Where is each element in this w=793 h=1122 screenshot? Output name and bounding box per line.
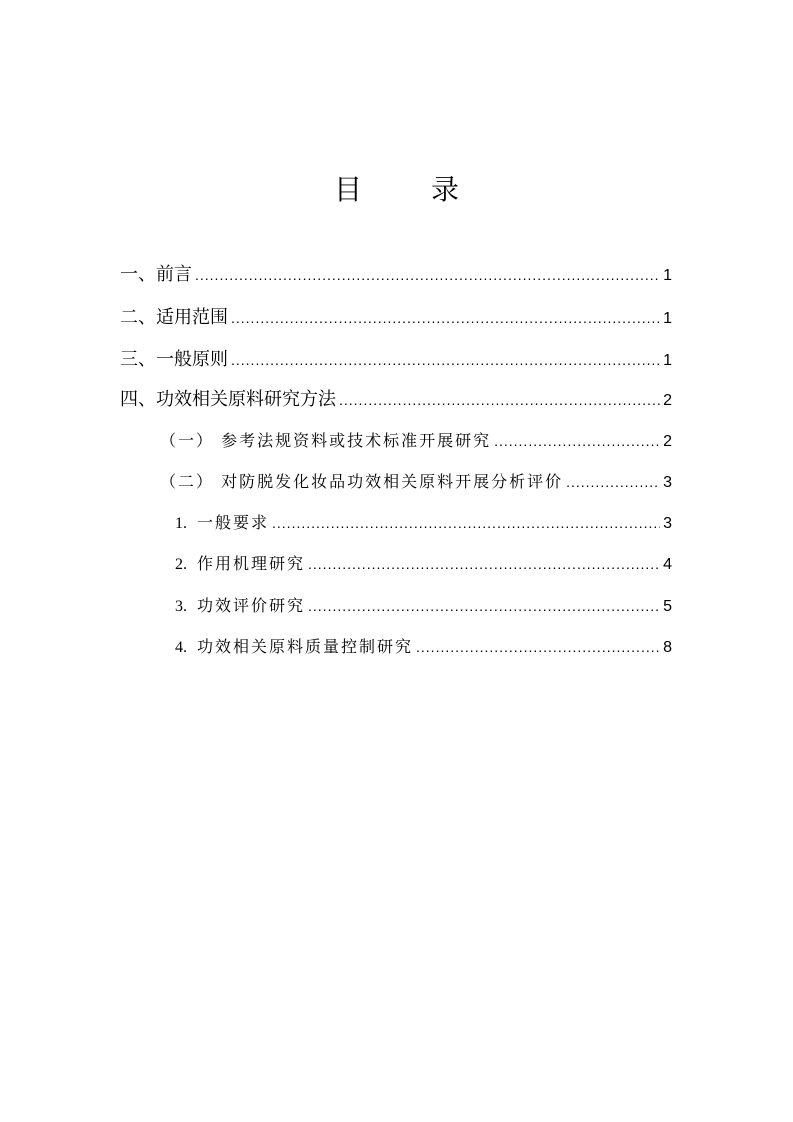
- dot-leader: [272, 510, 660, 536]
- dot-leader: [308, 551, 660, 577]
- dot-leader: [416, 634, 660, 660]
- toc-entry-label: [175, 593, 305, 620]
- toc-entry-label: （一） 参考法规资料或技术标准开展研究: [160, 431, 492, 450]
- toc-entry-preface[interactable]: [120, 262, 672, 288]
- toc-page-number: 1: [663, 352, 672, 369]
- toc-entry-quality-control[interactable]: [175, 634, 672, 660]
- toc-entry-scope[interactable]: [120, 305, 672, 331]
- dot-leader: [339, 387, 660, 413]
- dot-leader: [494, 428, 660, 454]
- toc-entry-text: 一般要求: [197, 513, 270, 532]
- toc-entry-analysis-evaluation[interactable]: [160, 469, 672, 495]
- toc-page-number: 8: [663, 639, 672, 656]
- toc-entry-methods[interactable]: [120, 387, 672, 413]
- toc-entry-efficacy-evaluation[interactable]: [175, 593, 672, 619]
- toc-page-number: 5: [663, 598, 672, 615]
- toc-entry-label: 一、前言: [120, 264, 192, 285]
- toc-page-number: 2: [663, 392, 672, 409]
- toc-entry-text: 功效评价研究: [197, 596, 306, 615]
- toc-entry-label: [175, 510, 269, 537]
- toc-entry-text: 作用机理研究: [197, 554, 306, 573]
- toc-entry-number: 3.: [175, 598, 187, 615]
- toc-entry-label: （二） 对防脱发化妆品功效相关原料开展分析评价: [160, 472, 564, 491]
- toc-entry-number: 1.: [175, 515, 187, 532]
- dot-leader: [231, 347, 660, 373]
- toc-entry-reference-standards[interactable]: [160, 428, 672, 454]
- dot-leader: [566, 469, 660, 495]
- toc-entry-text: 功效相关原料质量控制研究: [197, 637, 414, 656]
- toc-entry-label: [175, 634, 413, 661]
- toc-entry-principles[interactable]: [120, 347, 672, 373]
- toc-entry-label: 二、适用范围: [120, 307, 228, 328]
- toc-entry-general-requirements[interactable]: [175, 510, 672, 536]
- toc-entry-number: 4.: [175, 639, 187, 656]
- toc-page-number: 4: [663, 556, 672, 573]
- toc-page-number: 3: [663, 515, 672, 532]
- toc-entry-mechanism[interactable]: [175, 551, 672, 577]
- toc-entry-number: 2.: [175, 556, 187, 573]
- toc-entry-label: 三、一般原则: [120, 349, 228, 370]
- toc-page-number: 1: [663, 310, 672, 327]
- dot-leader: [231, 305, 660, 331]
- dot-leader: [308, 593, 660, 619]
- dot-leader: [195, 262, 660, 288]
- toc-page-number: 2: [663, 433, 672, 450]
- toc-title: 目 录: [334, 173, 489, 206]
- toc-page-number: 1: [663, 267, 672, 284]
- toc-page-number: 3: [663, 474, 672, 491]
- toc-entry-label: 四、功效相关原料研究方法: [120, 389, 336, 410]
- toc-entry-label: [175, 551, 305, 578]
